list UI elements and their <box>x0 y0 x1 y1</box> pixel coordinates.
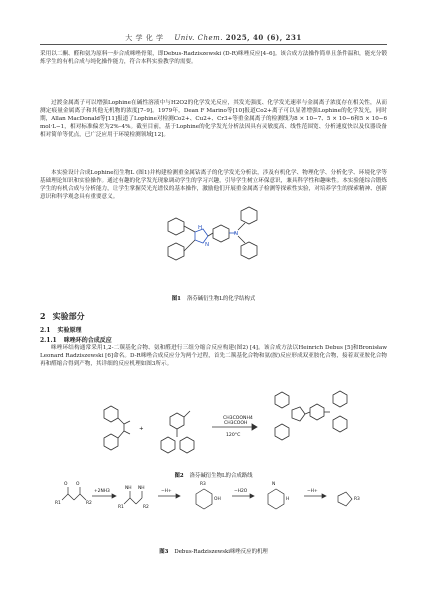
scheme3-o: O <box>64 482 68 487</box>
section-number: 2.1 <box>40 327 51 334</box>
paragraph-imidazole-synthesis: 咪唑环结构通常采用1,2-二羰基化合物、氨和醛进行三组分缩合反应构建(图2) [4]。该合成方法以Heinrich Debus [5]和Bronisław Leonard Radziszewski [6]命名。D-R咪唑合成反应分为两个过程，首先二羰基化合物和氨(胺)反应形成双亚胺化合物，接着双亚胺化合物再和醛缩合得到产物，其详细的反应机理如图3所示。 <box>40 345 387 368</box>
paragraph-intro-end: 采用以二酮、醛和氨为原料一步合成咪唑骨架，即Debus-Radziszewski (D-R)咪唑反应[4–6]。该合成方法操作简单且条件温和，能充分锻炼学生的有机合成与纯化操作能力，符合本科实验教学的需要。 <box>40 51 387 66</box>
section-number: 2 <box>40 311 46 321</box>
scheme2-reagent-line1: CH3COONH4 <box>223 416 253 421</box>
scheme3-o: O <box>76 482 80 487</box>
scheme3-r2: R2 <box>143 505 149 510</box>
scheme3-step3: −H2O <box>234 489 248 494</box>
structure-label-n-imidazole: N <box>205 242 210 248</box>
section-title: 实验部分 <box>52 311 85 321</box>
section-title: 实验原理 <box>57 327 82 334</box>
figure-1-caption-text: 洛芬碱衍生物L的化学结构式 <box>186 296 256 302</box>
structure-label-nh: H <box>198 225 203 231</box>
paragraph-background: 过渡金属离子可以增强Lophine在碱性溶液中与H2O2的化学发光反应，其发光强度、化学发光速率与金属离子浓度存在相关性，从而测定痕量金属离子和其他无机物的浓度[7–9]。1979年，Dean F Marino等[10]报道Co2+离子可以显著增强Lophine的化学发光，同时期，Allan MacDonald等[11]报道了Lophine对检测Co2+、Cu2+、Cr3+等重金属离子的检测线为8 × 10−7、5 × 10−6和5 × 10−6 mol·L−1，相对标准偏差为2%–4%。截至目前，基于Lophine的化学发光分析法因具有灵敏度高、线性范围宽、分析速度快以及仪器设备相对简单等优点，已广泛应用于环境检测领域[12]。 <box>40 100 387 139</box>
figure-3-caption-text: Debus-Radziszewski咪唑反应的机理 <box>174 549 268 555</box>
scheme3-r2: R2 <box>86 501 92 506</box>
scheme3-r3: R3 <box>200 482 206 487</box>
section-title: 咪唑环的合成反应 <box>63 337 112 344</box>
scheme3-nh: NH <box>125 486 132 491</box>
scheme2-reagent-line2: CH3COOH <box>224 421 248 426</box>
svg-text:+: + <box>139 426 144 432</box>
scheme3-h: H <box>286 497 290 502</box>
figure-2-caption-text: 洛芬碱衍生物L的合成路线 <box>189 473 253 479</box>
scheme3-r1: R1 <box>118 505 124 510</box>
scheme3-oh: OH <box>214 497 221 502</box>
scheme3-n: N <box>272 482 276 487</box>
figure-3-caption <box>40 547 387 555</box>
scheme2-condition: 120°C <box>226 433 241 438</box>
journal-title-cn: 大 学 化 学 <box>125 34 164 42</box>
paragraph-design: 本实验设计合成Lophine衍生物L (图1)并构建检测重金属钴离子的化学发光分析法，涉及有机化学、物理化学、分析化学、环境化学等基础理论知识和实验操作。通过有趣的化学发光现象调动学生的学习兴趣，引导学生树立环保意识，兼具科学性和趣味性。本实验能综合锻炼学生的有机合成与分析能力，让学生掌握荧光光谱仪的基本操作，激励他们开展重金属离子检测等探索性实验，对培养学生的探索精神、创新意识和科学观念具有重要意义。 <box>40 170 387 201</box>
section-number: 2.1.1 <box>40 337 57 344</box>
structure-label-n-amine: N <box>234 231 239 237</box>
journal-citation: 2025, 40 (6), 231 <box>225 33 302 42</box>
scheme3-r1: R1 <box>55 501 61 506</box>
figure-3-number: 图3 <box>159 549 169 555</box>
scheme3-step1: +2NH3 <box>94 489 110 494</box>
scheme3-r3: R3 <box>354 497 360 502</box>
scheme3-step2: −H+ <box>161 489 172 494</box>
figure-1-number: 图1 <box>171 296 181 302</box>
figure-2-number: 图2 <box>174 473 184 479</box>
scheme3-step4: −H+ <box>307 489 318 494</box>
journal-title-en: Univ. Chem. <box>174 34 223 42</box>
scheme3-nh: NH <box>138 486 145 491</box>
